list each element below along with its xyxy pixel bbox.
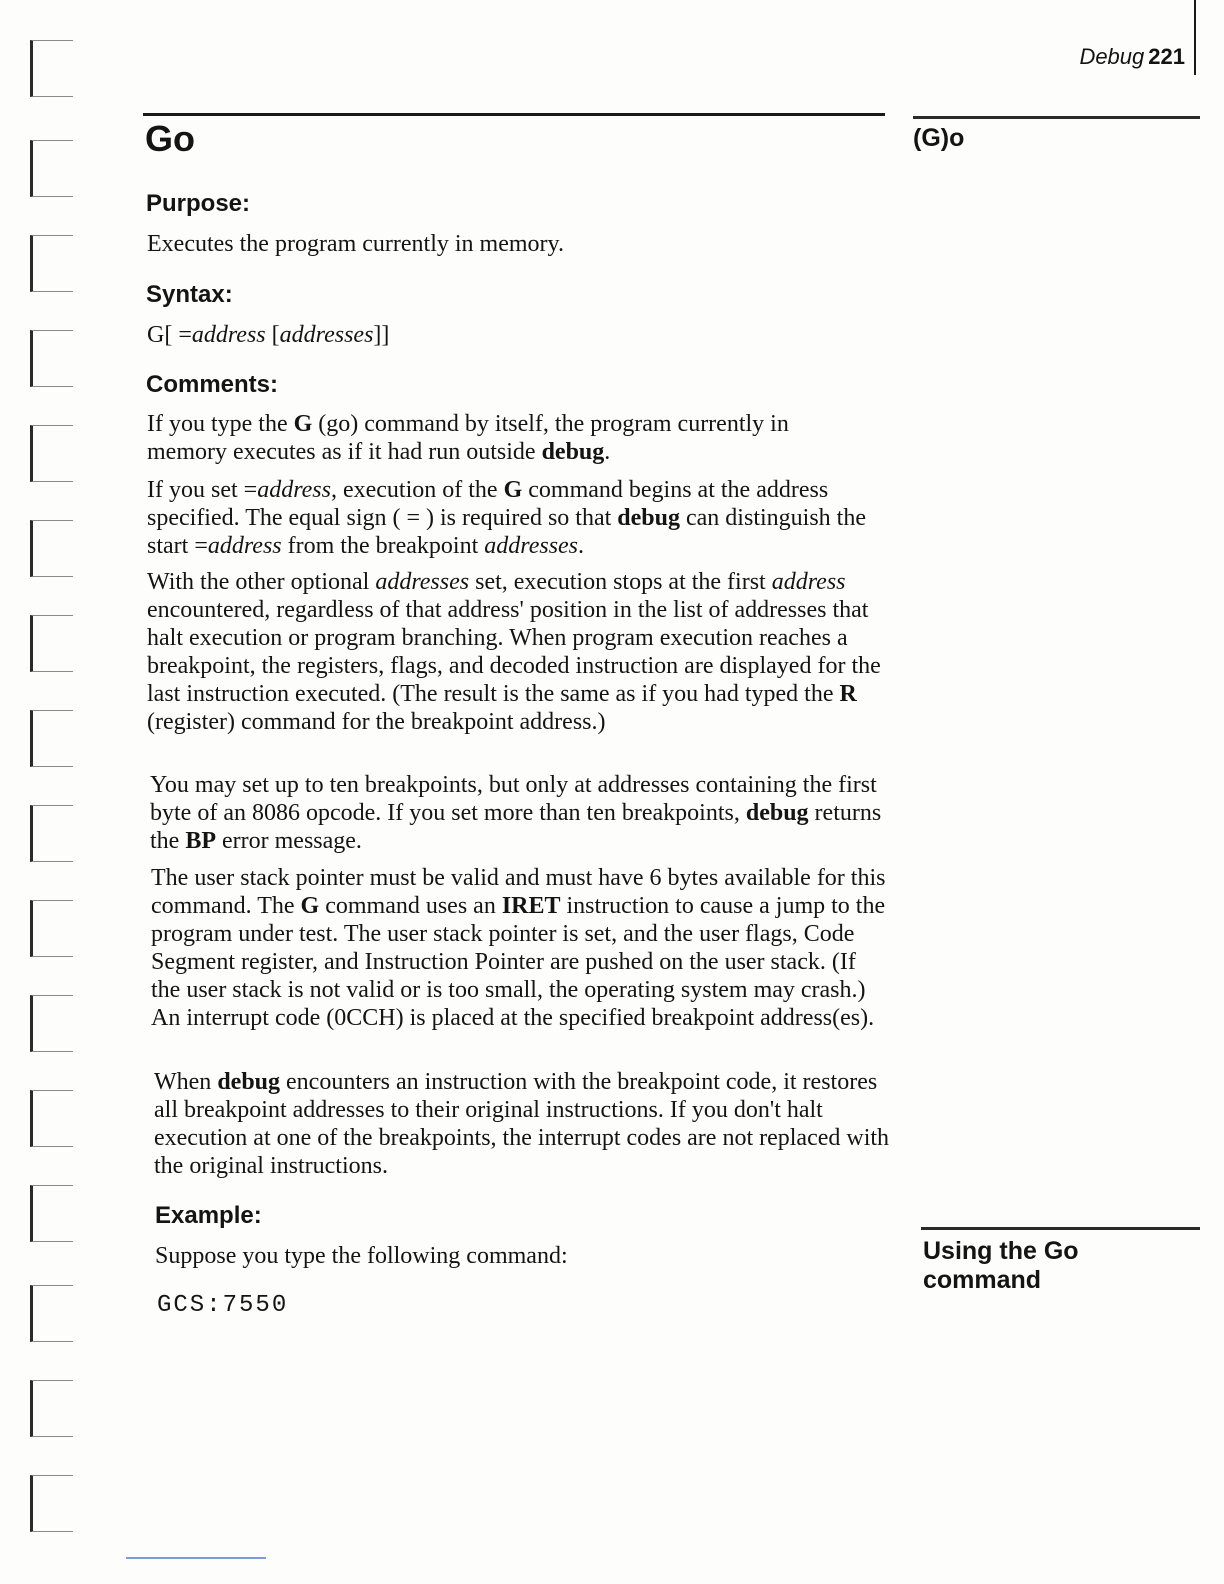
syntax-bracket-open: [ <box>271 322 280 348</box>
page-number: 221 <box>1148 44 1185 69</box>
syntax-address: address <box>191 322 266 348</box>
syntax-bracket-close: ]] <box>373 322 390 348</box>
text-run-bold: G <box>293 411 313 437</box>
example-text: Suppose you type the following command: <box>155 1243 568 1269</box>
text-run-italic: address <box>771 569 846 595</box>
binder-mark <box>30 1380 73 1437</box>
text-run-bold: debug <box>745 800 809 826</box>
text-run-italic: address <box>257 477 331 503</box>
syntax-addresses: addresses <box>279 322 374 348</box>
binder-mark <box>30 1090 73 1147</box>
text-run-italic: addresses <box>484 533 579 559</box>
page-title: Go <box>145 118 195 159</box>
running-header <box>1040 44 1185 70</box>
sidebar-rule <box>913 116 1200 119</box>
text-run: from the breakpoint <box>281 533 485 559</box>
syntax-line <box>147 321 892 349</box>
text-run: instruction to cause a jump to the program under test. The user stack pointer is set, and the user flags, Code Segment register, and Instruction Pointer are pushed on the user stack. (If the user stack is not valid or is too small, the operating system may crash.) An interrupt code (0CCH) is placed at the specified breakpoint address(es). <box>151 893 886 1031</box>
binder-mark <box>30 520 73 577</box>
binder-mark <box>30 235 73 292</box>
text-run: . <box>578 533 585 559</box>
text-run: encounters an instruction with the breakpoint code, it restores all breakpoint addresses to their original instructions. If you don't halt execution at one of the breakpoints, the interrupt codes are not replaced with the original instructions. <box>154 1069 890 1179</box>
comment-paragraph-4 <box>150 771 890 855</box>
text-run-bold: IRET <box>501 893 561 919</box>
text-run: encountered, regardless of that address' position in the list of addresses that halt execution or program branching. When program execution reaches a breakpoint, the registers, flags, and decoded instruction are displayed for the last instruction executed. (The result is the same as if you had typed the <box>147 597 881 707</box>
text-run: (register) command for the breakpoint address.) <box>147 709 606 735</box>
binder-mark <box>30 1185 73 1242</box>
purpose-text: Executes the program currently in memory. <box>147 231 564 257</box>
syntax-heading: Syntax: <box>146 281 233 308</box>
binder-mark <box>30 425 73 482</box>
text-run: , execution of the <box>330 477 504 503</box>
comment-paragraph-3 <box>147 568 892 736</box>
binder-mark <box>30 1285 73 1342</box>
text-run-italic: address <box>207 533 282 559</box>
comment-paragraph-1 <box>147 410 872 466</box>
header-label: Debug <box>1079 44 1145 69</box>
sidebar-section-label: (G)o <box>913 124 965 152</box>
text-run: command begins at the address specified. The equal sign ( = ) is required so that <box>147 477 829 531</box>
text-run: (go) command by itself, the program currently in memory executes as if it had run outside <box>147 411 789 465</box>
text-run: When <box>154 1069 218 1095</box>
binder-mark <box>30 330 73 387</box>
example-heading: Example: <box>155 1202 262 1229</box>
text-run: The user stack pointer must be valid and must have 6 bytes available for this command. The <box>151 865 886 919</box>
text-run: set, execution stops at the first <box>469 569 772 595</box>
sidebar-example-label: Using the Go command <box>923 1237 1079 1294</box>
text-run: You may set up to ten breakpoints, but only at addresses containing the first byte of an 8086 opcode. If you set more than ten breakpoints, <box>150 772 877 826</box>
text-run: If you type the <box>147 411 294 437</box>
text-run: If you set = <box>147 477 258 503</box>
sidebar-rule-example <box>921 1227 1200 1230</box>
example-command: GCS:7550 <box>157 1292 289 1319</box>
binder-mark <box>30 995 73 1052</box>
binder-mark <box>30 615 73 672</box>
binder-mark <box>30 40 73 97</box>
footer-line <box>126 1557 266 1559</box>
binder-mark <box>30 900 73 957</box>
text-run-bold: R <box>839 681 857 707</box>
purpose-heading: Purpose: <box>146 190 251 217</box>
text-run: With the other optional <box>147 569 376 595</box>
text-run: . <box>604 439 611 465</box>
text-run-bold: debug <box>541 439 605 465</box>
binder-mark <box>30 1475 73 1532</box>
binder-mark <box>30 710 73 767</box>
binder-mark <box>30 140 73 197</box>
text-run-bold: debug <box>217 1069 281 1095</box>
text-run: error message. <box>216 828 362 854</box>
text-run-bold: G <box>503 477 523 503</box>
comment-paragraph-5 <box>151 864 891 1032</box>
text-run-bold: debug <box>617 505 680 531</box>
title-rule <box>143 113 885 116</box>
text-run: command uses an <box>319 893 502 919</box>
binder-mark <box>30 805 73 862</box>
text-run-italic: addresses <box>375 569 470 595</box>
text-run: can distinguish the start = <box>147 505 866 559</box>
comments-heading: Comments: <box>146 371 279 398</box>
comment-paragraph-6 <box>154 1068 891 1180</box>
text-run-bold: G <box>300 893 320 919</box>
text-run: returns the <box>150 800 882 854</box>
syntax-prefix: G[ = <box>147 322 192 348</box>
header-rule <box>1194 0 1196 75</box>
text-run-bold: BP <box>185 828 216 854</box>
comment-paragraph-2 <box>147 476 872 560</box>
